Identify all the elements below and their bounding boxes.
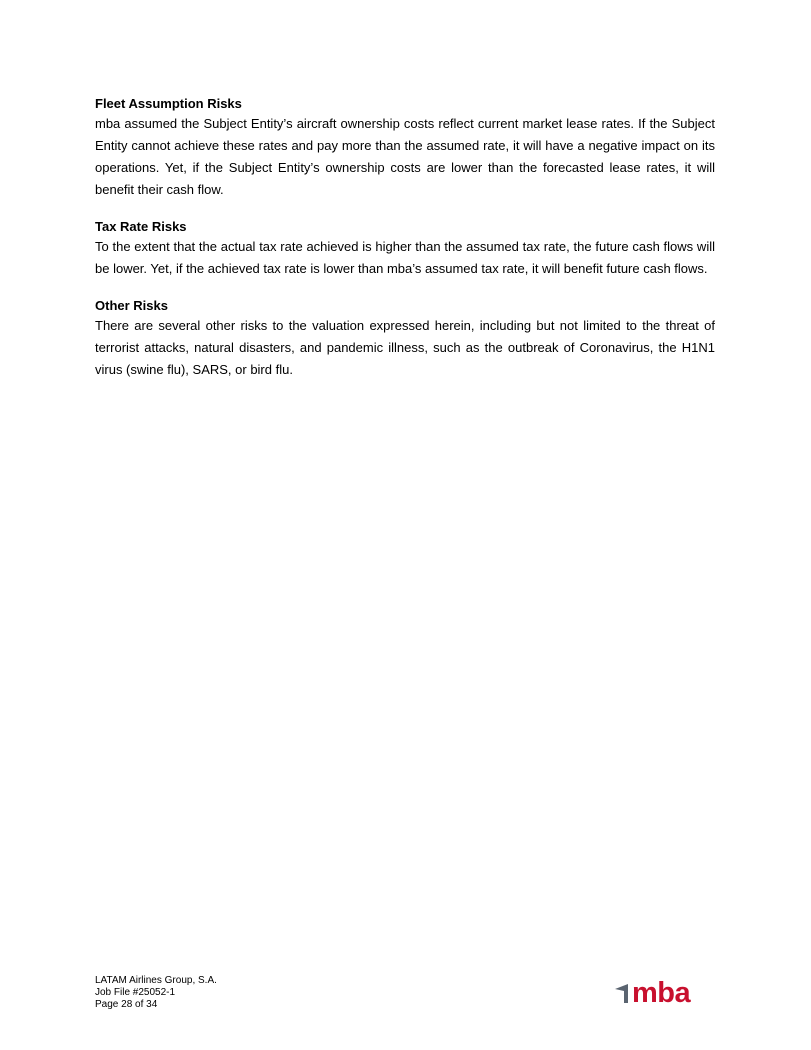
logo-wordmark: mba <box>632 980 691 1006</box>
section-heading: Tax Rate Risks <box>95 219 187 234</box>
page-footer <box>95 975 217 1011</box>
logo-mark-icon <box>615 984 628 1003</box>
footer-company: LATAM Airlines Group, S.A. <box>95 975 217 986</box>
section-heading: Other Risks <box>95 298 168 313</box>
section-tax-rate-risks <box>95 218 715 280</box>
section-paragraph: mba assumed the Subject Entity’s aircraft ownership costs reflect current market lease rates. If the Subject Entity cannot achieve these rates and pay more than the assumed rate, it will have a negative impact on its operations. Yet, if the Subject Entity’s ownership costs are lower than the forecasted lease rates, it will benefit their cash flow. <box>95 116 715 197</box>
section-heading: Fleet Assumption Risks <box>95 96 242 111</box>
footer-page-number: Page 28 of 34 <box>95 999 158 1010</box>
document-body <box>95 95 715 398</box>
footer-job-file: Job File #25052-1 <box>95 987 176 998</box>
section-other-risks <box>95 297 715 381</box>
section-paragraph: To the extent that the actual tax rate achieved is higher than the assumed tax rate, the future cash flows will be lower. Yet, if the achieved tax rate is lower than mba’s assumed tax rate, it will benefit future cash flows. <box>95 239 715 276</box>
section-paragraph: There are several other risks to the valuation expressed herein, including but not limited to the threat of terrorist attacks, natural disasters, and pandemic illness, such as the outbreak of Coronavirus, the H1N1 virus (swine flu), SARS, or bird flu. <box>95 318 715 377</box>
section-fleet-assumption-risks <box>95 95 715 201</box>
mba-logo <box>613 980 709 1006</box>
